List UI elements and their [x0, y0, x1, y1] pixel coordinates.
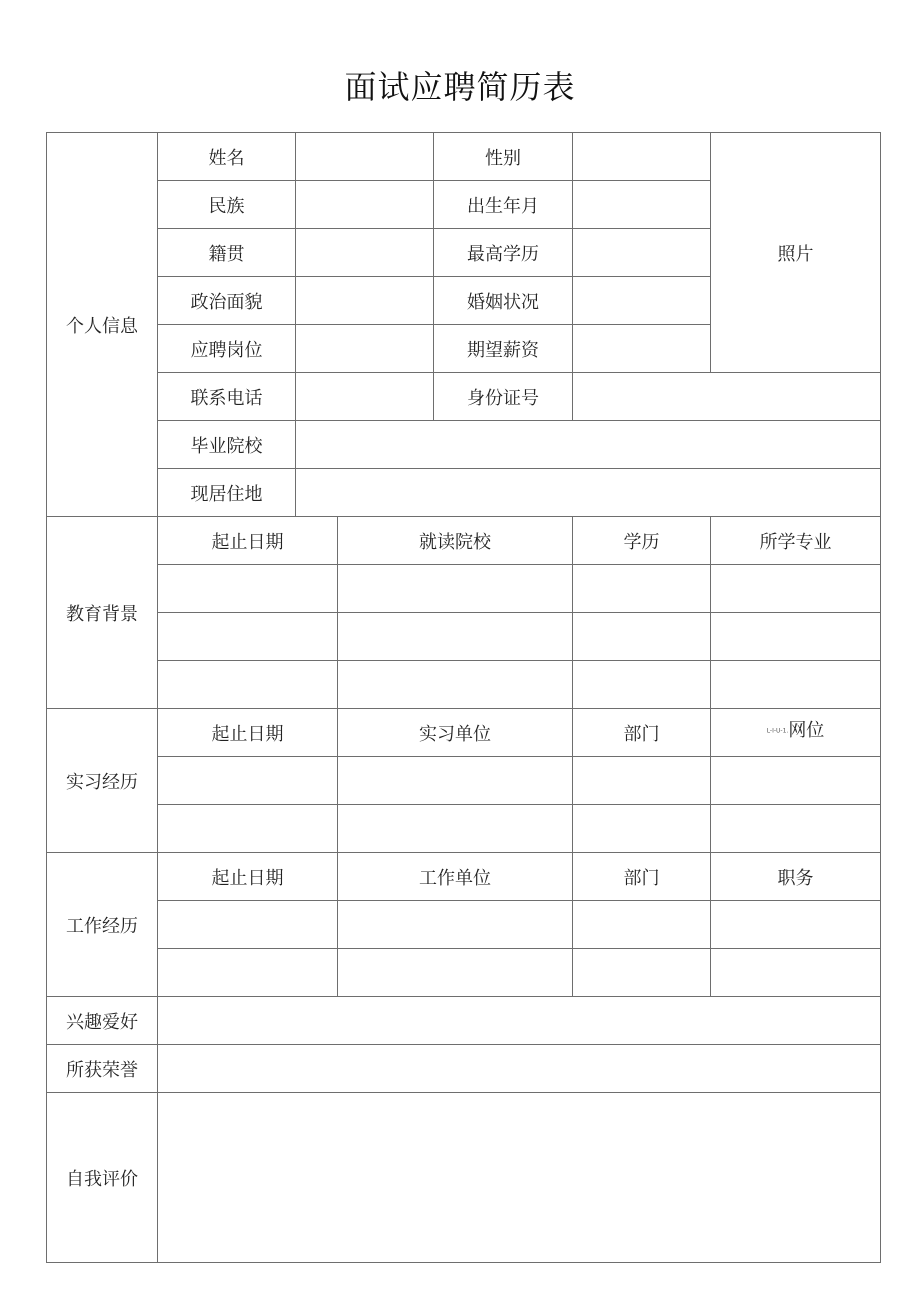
- resume-form-table: [46, 132, 881, 1263]
- label-address: 现居住地: [158, 469, 296, 517]
- intern-header-company: 实习单位: [338, 709, 573, 757]
- intern-cell[interactable]: [573, 757, 711, 805]
- label-phone: 联系电话: [158, 373, 296, 421]
- intern-cell[interactable]: [573, 805, 711, 853]
- label-id-number: 身份证号: [434, 373, 573, 421]
- table-row: [47, 949, 881, 997]
- intern-cell[interactable]: [338, 757, 573, 805]
- label-marital-status: 婚姻状况: [434, 277, 573, 325]
- field-birth[interactable]: [573, 181, 711, 229]
- work-cell[interactable]: [158, 901, 338, 949]
- edu-cell[interactable]: [573, 565, 711, 613]
- intern-cell[interactable]: [711, 757, 881, 805]
- label-school: 毕业院校: [158, 421, 296, 469]
- field-political-status[interactable]: [296, 277, 434, 325]
- section-work: 工作经历: [47, 853, 158, 997]
- field-native-place[interactable]: [296, 229, 434, 277]
- label-ethnicity: 民族: [158, 181, 296, 229]
- section-education: 教育背景: [47, 517, 158, 709]
- label-gender: 性别: [434, 133, 573, 181]
- field-marital-status[interactable]: [573, 277, 711, 325]
- table-row: [47, 757, 881, 805]
- label-native-place: 籍贯: [158, 229, 296, 277]
- field-honors[interactable]: [158, 1045, 881, 1093]
- section-personal-info: 个人信息: [47, 133, 158, 517]
- intern-position-label: 网位: [788, 719, 825, 741]
- intern-header-dates: 起止日期: [158, 709, 338, 757]
- field-expected-salary[interactable]: [573, 325, 711, 373]
- field-school[interactable]: [296, 421, 881, 469]
- work-cell[interactable]: [573, 949, 711, 997]
- label-name: 姓名: [158, 133, 296, 181]
- field-name[interactable]: [296, 133, 434, 181]
- field-address[interactable]: [296, 469, 881, 517]
- label-birth: 出生年月: [434, 181, 573, 229]
- intern-cell[interactable]: [338, 805, 573, 853]
- field-position-applied[interactable]: [296, 325, 434, 373]
- table-row: [47, 565, 881, 613]
- edu-cell[interactable]: [711, 661, 881, 709]
- edu-cell[interactable]: [573, 661, 711, 709]
- work-header-department: 部门: [573, 853, 711, 901]
- edu-cell[interactable]: [158, 565, 338, 613]
- work-cell[interactable]: [338, 901, 573, 949]
- edu-cell[interactable]: [158, 613, 338, 661]
- table-row: [47, 805, 881, 853]
- edu-cell[interactable]: [158, 661, 338, 709]
- edu-cell[interactable]: [338, 661, 573, 709]
- intern-cell[interactable]: [711, 805, 881, 853]
- intern-header-position: [711, 709, 881, 757]
- intern-cell[interactable]: [158, 805, 338, 853]
- edu-header-degree: 学历: [573, 517, 711, 565]
- edu-cell[interactable]: [711, 613, 881, 661]
- section-internship: 实习经历: [47, 709, 158, 853]
- edu-cell[interactable]: [338, 613, 573, 661]
- edu-cell[interactable]: [711, 565, 881, 613]
- label-expected-salary: 期望薪资: [434, 325, 573, 373]
- field-education-level[interactable]: [573, 229, 711, 277]
- table-row: [47, 613, 881, 661]
- field-gender[interactable]: [573, 133, 711, 181]
- work-cell[interactable]: [711, 949, 881, 997]
- work-header-title: 职务: [711, 853, 881, 901]
- work-cell[interactable]: [573, 901, 711, 949]
- field-self-evaluation[interactable]: [158, 1093, 881, 1263]
- page-title: 面试应聘简历表: [344, 68, 576, 106]
- edu-cell[interactable]: [338, 565, 573, 613]
- intern-header-department: 部门: [573, 709, 711, 757]
- table-row: [47, 661, 881, 709]
- work-cell[interactable]: [338, 949, 573, 997]
- edu-header-major: 所学专业: [711, 517, 881, 565]
- field-phone[interactable]: [296, 373, 434, 421]
- work-cell[interactable]: [711, 901, 881, 949]
- edu-header-dates: 起止日期: [158, 517, 338, 565]
- work-cell[interactable]: [158, 949, 338, 997]
- photo-box[interactable]: 照片: [711, 133, 881, 373]
- section-hobbies: 兴趣爱好: [47, 997, 158, 1045]
- label-position-applied: 应聘岗位: [158, 325, 296, 373]
- section-honors: 所获荣誉: [47, 1045, 158, 1093]
- label-political-status: 政治面貌: [158, 277, 296, 325]
- table-row: [47, 901, 881, 949]
- section-self-evaluation: 自我评价: [47, 1093, 158, 1263]
- edu-header-school: 就读院校: [338, 517, 573, 565]
- intern-position-prefix: L-I-U-1.: [766, 727, 789, 734]
- intern-cell[interactable]: [158, 757, 338, 805]
- edu-cell[interactable]: [573, 613, 711, 661]
- field-hobbies[interactable]: [158, 997, 881, 1045]
- work-header-company: 工作单位: [338, 853, 573, 901]
- work-header-dates: 起止日期: [158, 853, 338, 901]
- field-id-number[interactable]: [573, 373, 881, 421]
- field-ethnicity[interactable]: [296, 181, 434, 229]
- label-education-level: 最高学历: [434, 229, 573, 277]
